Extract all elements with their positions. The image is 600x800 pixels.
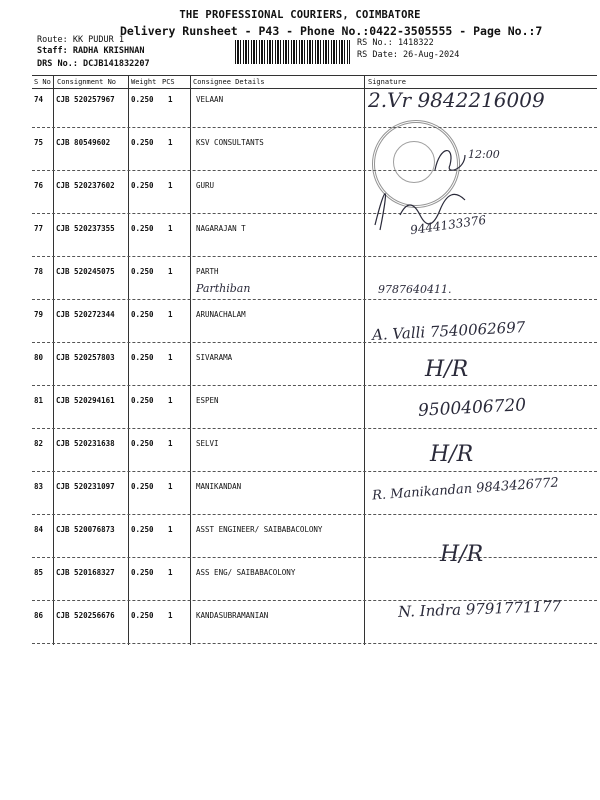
signature-row-75: 12:00: [468, 148, 500, 161]
signature-row-81: 9500406720: [417, 395, 527, 421]
row-consignee: VELAAN: [196, 95, 224, 104]
row-pcs: 1: [168, 439, 173, 448]
row-weight: 0.250: [131, 181, 154, 190]
rs-date: RS Date: 26-Aug-2024: [357, 50, 460, 60]
row-sno: 77: [34, 224, 44, 233]
row-consignment-no: CJB 520168327: [56, 568, 115, 577]
row-separator: [32, 385, 597, 386]
row-pcs: 1: [168, 353, 173, 362]
handwritten-name-row-78: Parthiban: [196, 282, 251, 295]
row-weight: 0.250: [131, 267, 154, 276]
signature-row-84: H/R: [440, 542, 484, 567]
row-pcs: 1: [168, 568, 173, 577]
runsheet-title: Delivery Runsheet - P43 - Phone No.:0422-3505555 - Page No.:7: [120, 24, 543, 38]
barcode-image: [235, 40, 350, 64]
row-consignment-no: CJB 520231638: [56, 439, 115, 448]
row-separator: [32, 256, 597, 257]
row-pcs: 1: [168, 138, 173, 147]
col-divider: [190, 75, 191, 645]
signature-scribble-row-75: [430, 140, 470, 180]
row-consignment-no: CJB 520245075: [56, 267, 115, 276]
row-weight: 0.250: [131, 353, 154, 362]
col-divider: [364, 75, 365, 645]
row-consignee: SIVARAMA: [196, 353, 233, 362]
col-consignment: Consignment No: [57, 78, 117, 86]
row-weight: 0.250: [131, 396, 154, 405]
row-consignment-no: CJB 520231097: [56, 482, 115, 491]
signature-row-82: H/R: [430, 442, 474, 467]
col-consignee: Consignee Details: [193, 78, 265, 86]
row-sno: 80: [34, 353, 44, 362]
row-consignment-no: CJB 520272344: [56, 310, 115, 319]
row-weight: 0.250: [131, 611, 154, 620]
row-separator: [32, 428, 597, 429]
row-pcs: 1: [168, 181, 173, 190]
row-separator: [32, 170, 597, 171]
row-weight: 0.250: [131, 95, 154, 104]
row-pcs: 1: [168, 611, 173, 620]
row-sno: 86: [34, 611, 44, 620]
row-separator: [32, 127, 597, 128]
signature-row-74: 2.Vr 9842216009: [368, 88, 545, 112]
row-separator: [32, 557, 597, 558]
row-consignee: KSV CONSULTANTS: [196, 138, 264, 147]
row-consignee: MANIKANDAN: [196, 482, 242, 491]
row-consignment-no: CJB 520257967: [56, 95, 115, 104]
row-sno: 84: [34, 525, 44, 534]
row-consignment-no: CJB 520256676: [56, 611, 115, 620]
company-title: THE PROFESSIONAL COURIERS, COIMBATORE: [179, 9, 421, 21]
row-consignment-no: CJB 520237355: [56, 224, 115, 233]
rs-number: RS No.: 1418322: [357, 38, 434, 48]
row-sno: 85: [34, 568, 44, 577]
row-separator: [32, 471, 597, 472]
row-consignee: ARUNACHALAM: [196, 310, 246, 319]
signature-row-80: H/R: [425, 357, 469, 382]
row-sno: 75: [34, 138, 44, 147]
row-pcs: 1: [168, 95, 173, 104]
row-sno: 76: [34, 181, 44, 190]
signature-row-77: 9444133376: [409, 212, 487, 238]
row-consignee: ASST ENGINEER/ SAIBABACOLONY: [196, 525, 323, 534]
row-consignee: ASS ENG/ SAIBABACOLONY: [196, 568, 296, 577]
row-consignment-no: CJB 520237602: [56, 181, 115, 190]
row-weight: 0.250: [131, 525, 154, 534]
route-label: Route: KK PUDUR 1: [37, 35, 124, 45]
row-consignee: SELVI: [196, 439, 219, 448]
row-consignee: ESPEN: [196, 396, 219, 405]
row-weight: 0.250: [131, 138, 154, 147]
row-pcs: 1: [168, 310, 173, 319]
row-consignment-no: CJB 520257803: [56, 353, 115, 362]
signature-row-86: N. Indra 9791771177: [397, 597, 562, 621]
row-separator: [32, 213, 597, 214]
col-sno: S No: [34, 78, 51, 86]
col-signature: Signature: [368, 78, 406, 86]
row-consignment-no: CJB 80549602: [56, 138, 111, 147]
staff-label: Staff: RADHA KRISHNAN: [37, 46, 145, 56]
row-separator: [32, 342, 597, 343]
signature-row-83: R. Manikandan 9843426772: [371, 475, 560, 504]
row-weight: 0.250: [131, 568, 154, 577]
row-consignment-no: CJB 520076873: [56, 525, 115, 534]
signature-row-79: A. Valli 7540062697: [371, 317, 526, 345]
row-sno: 79: [34, 310, 44, 319]
signature-row-78: 9787640411.: [378, 283, 452, 296]
row-pcs: 1: [168, 396, 173, 405]
row-consignee: KANDASUBRAMANIAN: [196, 611, 269, 620]
row-separator: [32, 299, 597, 300]
row-sno: 82: [34, 439, 44, 448]
row-sno: 74: [34, 95, 44, 104]
row-separator: [32, 643, 597, 644]
row-pcs: 1: [168, 224, 173, 233]
drs-number: DRS No.: DCJB141832207: [37, 59, 150, 69]
col-pcs: PCS: [162, 78, 175, 86]
row-weight: 0.250: [131, 482, 154, 491]
col-weight: Weight: [131, 78, 157, 86]
row-weight: 0.250: [131, 439, 154, 448]
row-weight: 0.250: [131, 224, 154, 233]
row-pcs: 1: [168, 482, 173, 491]
row-sno: 83: [34, 482, 44, 491]
signature-scribble-row-76: [370, 175, 490, 238]
row-pcs: 1: [168, 267, 173, 276]
col-divider: [53, 75, 54, 645]
row-pcs: 1: [168, 525, 173, 534]
table-top-border: [32, 75, 597, 76]
row-consignee: GURU: [196, 181, 215, 190]
row-separator: [32, 514, 597, 515]
row-weight: 0.250: [131, 310, 154, 319]
row-consignee: NAGARAJAN T: [196, 224, 246, 233]
row-consignment-no: CJB 520294161: [56, 396, 115, 405]
col-divider: [128, 75, 129, 645]
row-sno: 78: [34, 267, 44, 276]
row-sno: 81: [34, 396, 44, 405]
row-consignee: PARTH: [196, 267, 219, 276]
